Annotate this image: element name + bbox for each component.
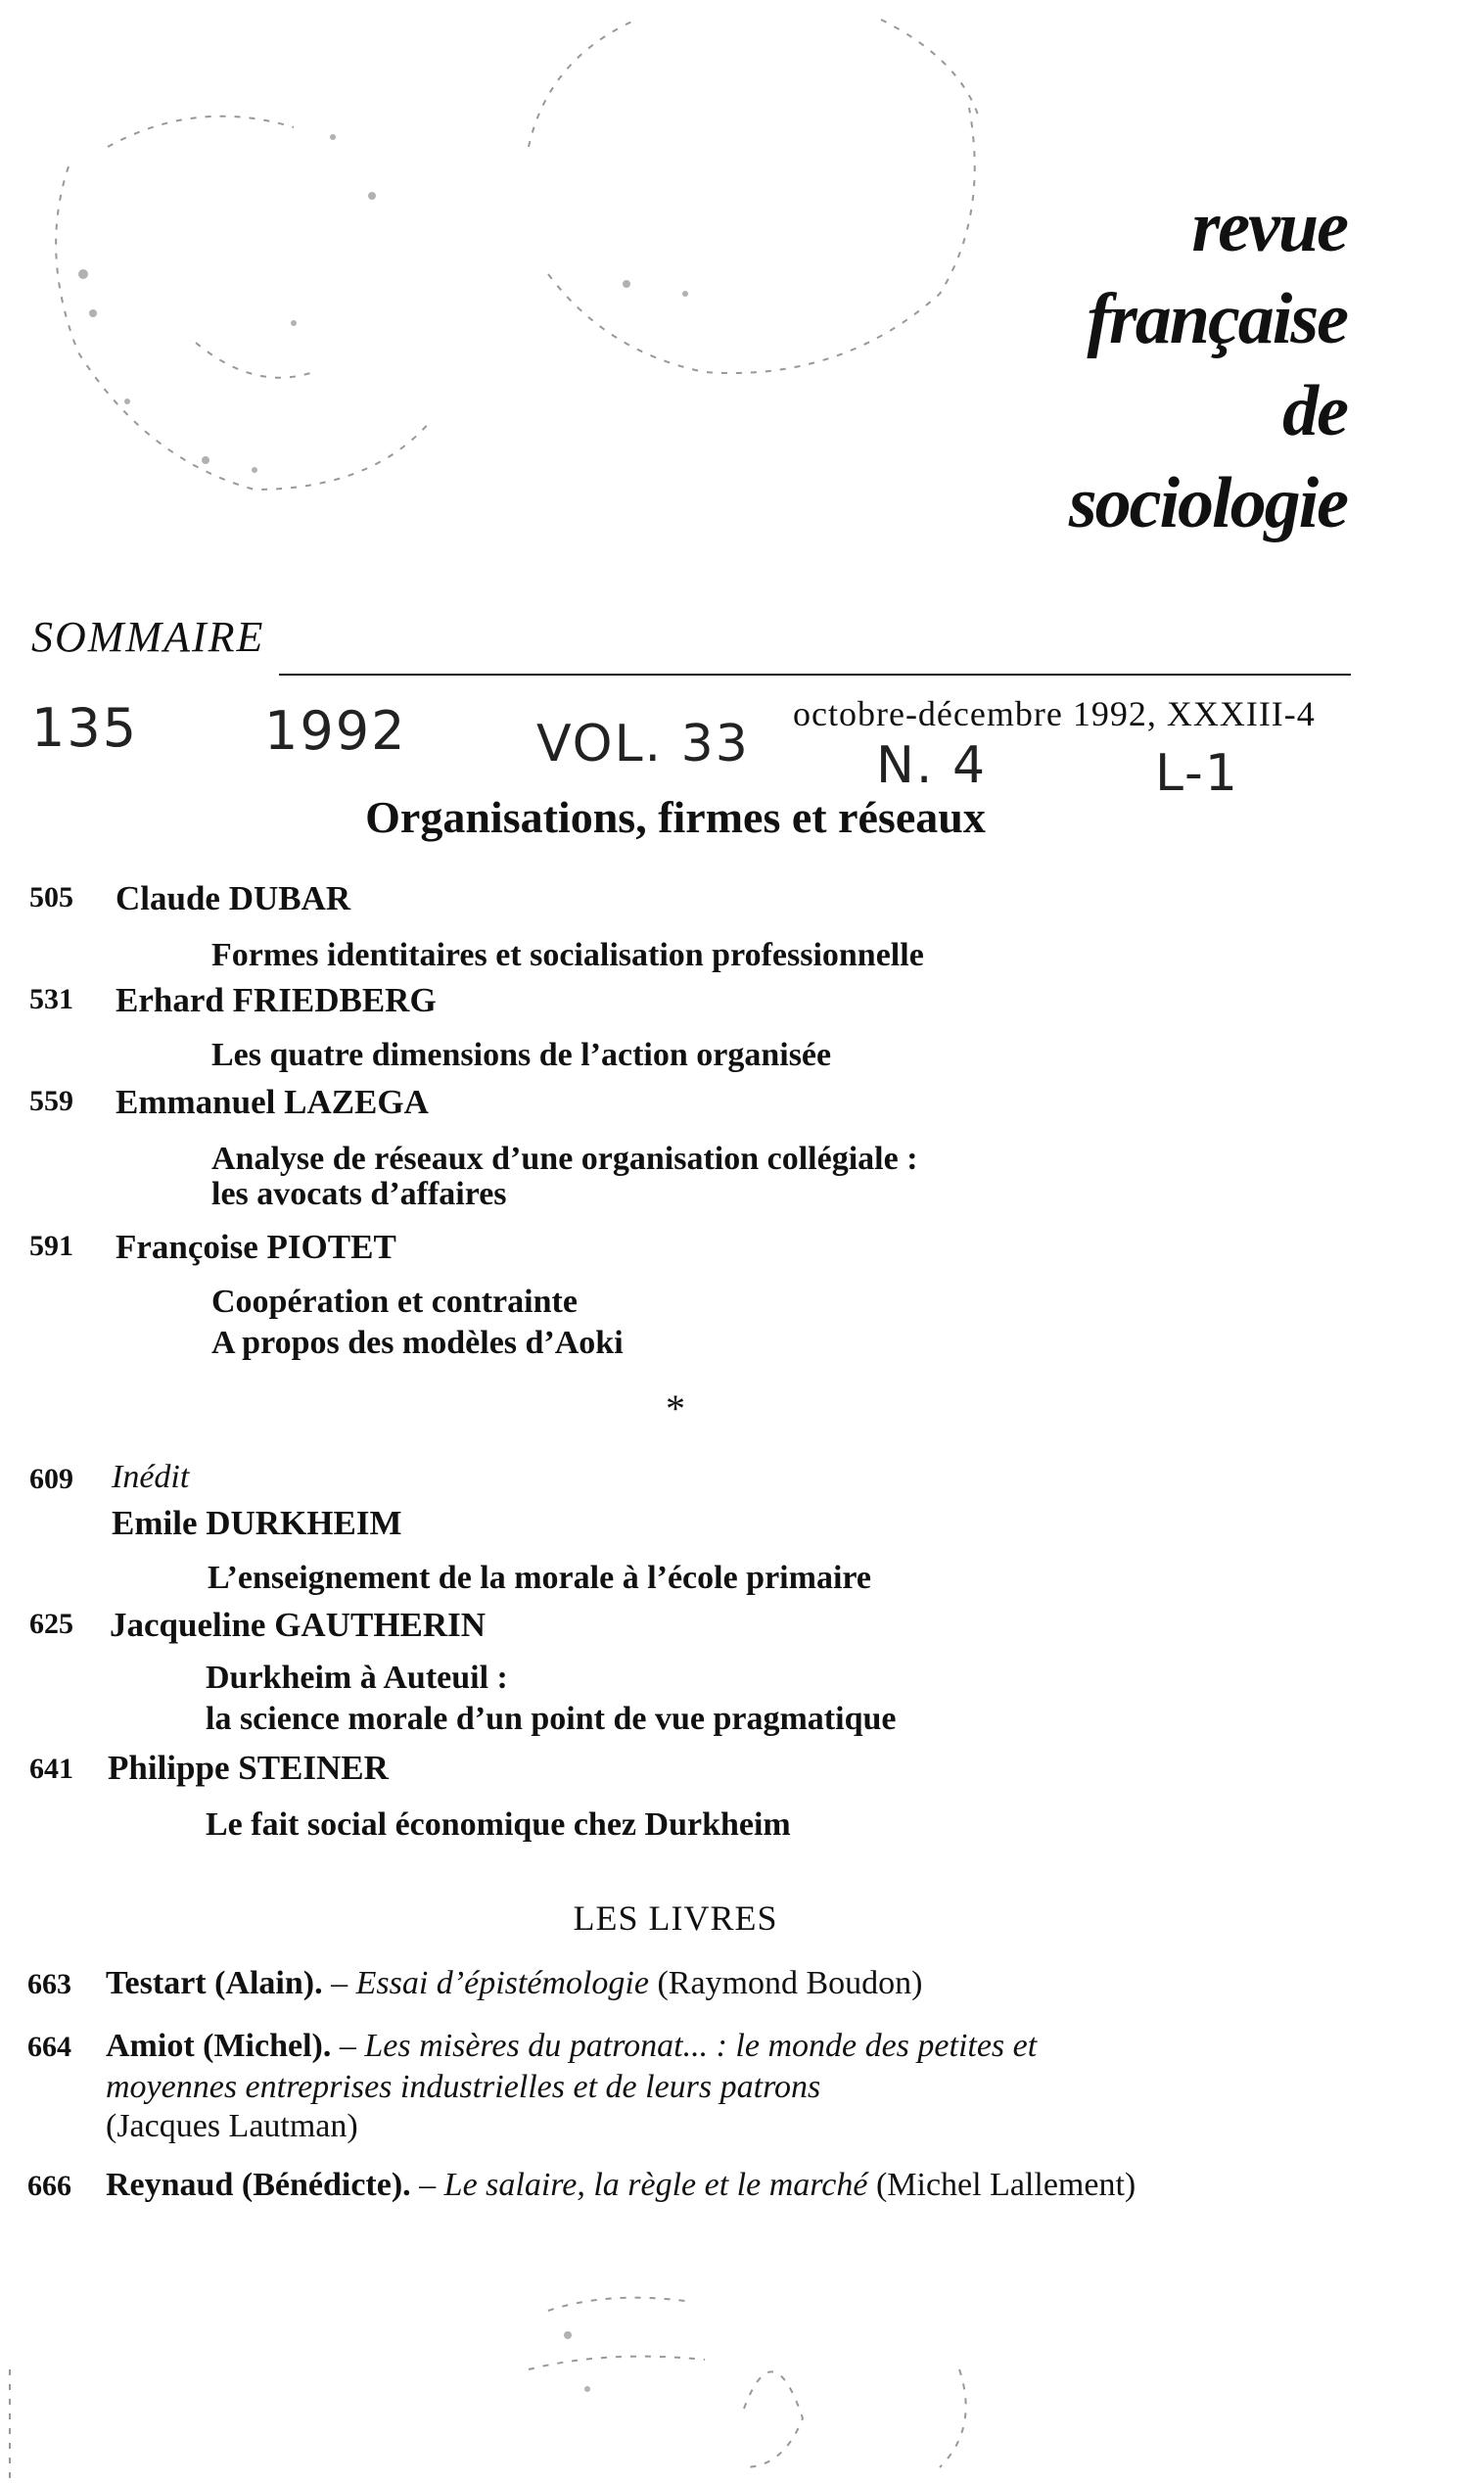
entry-title: Les quatre dimensions de l’action organisée: [211, 1037, 832, 1073]
book-title: Les misères du patronat... : le monde des petites et: [364, 2028, 1038, 2064]
book-author: Testart (Alain).: [106, 1965, 323, 2001]
book-reviewer: (Michel Lallement): [867, 2167, 1136, 2203]
book-author: Reynaud (Bénédicte).: [106, 2167, 411, 2203]
book-dash: –: [322, 1965, 356, 2001]
entry-page-number: 625: [29, 1608, 73, 1640]
entry-title: Le fait social économique chez Durkheim: [206, 1806, 791, 1843]
issue-date: octobre-décembre 1992, XXXIII-4: [793, 694, 1316, 733]
handwritten-volume: VOL. 33: [536, 715, 750, 773]
book-reviewer: (Raymond Boudon): [648, 1965, 923, 2001]
book-review-continuation: [106, 2068, 820, 2107]
book-review: [27, 2027, 1037, 2067]
entry-kicker: Inédit: [112, 1459, 190, 1495]
entry-title: la science morale d’un point de vue pragmatique: [206, 1701, 897, 1737]
section-title: Organisations, firmes et réseaux: [365, 792, 986, 842]
journal-title-line: de: [1282, 371, 1347, 451]
entry-page-number: 609: [29, 1463, 73, 1495]
entry-page-number: 591: [29, 1230, 73, 1262]
entry-title: Formes identitaires et socialisation professionnelle: [211, 937, 924, 973]
book-title: Le salaire, la règle et le marché: [443, 2167, 868, 2203]
book-title: Essai d’épistémologie: [355, 1965, 649, 2001]
entry-title: Durkheim à Auteuil :: [206, 1660, 508, 1696]
handwritten-issue: N. 4: [876, 736, 988, 795]
entry-author: Claude DUBAR: [116, 879, 351, 917]
book-review: [27, 1964, 923, 2004]
section-separator: *: [666, 1386, 685, 1430]
entry-author: Jacqueline GAUTHERIN: [110, 1606, 487, 1644]
book-review: [27, 2166, 1136, 2206]
entry-author: Emile DURKHEIM: [112, 1504, 402, 1542]
book-page-number: 663: [27, 1968, 71, 2000]
entry-author: Erhard FRIEDBERG: [116, 981, 437, 1019]
books-heading: LES LIVRES: [573, 1898, 778, 1938]
entry-page-number: 641: [29, 1753, 73, 1785]
book-review-continuation: [106, 2107, 358, 2146]
handwritten-number: 135: [31, 697, 139, 759]
book-page-number: 664: [27, 2031, 71, 2063]
journal-title-line: revue: [1191, 187, 1347, 267]
entry-title: L’enseignement de la morale à l’école primaire: [208, 1560, 871, 1596]
book-page-number: 666: [27, 2170, 71, 2202]
handwritten-copy: L-1: [1155, 744, 1239, 803]
entry-page-number: 559: [29, 1085, 73, 1117]
journal-title: [1069, 181, 1347, 549]
entry-page-number: 531: [29, 983, 73, 1015]
journal-title-line: française: [1087, 279, 1347, 359]
book-dash: –: [331, 2028, 365, 2064]
book-reviewer: (Jacques Lautman): [106, 2108, 358, 2144]
book-dash: –: [410, 2167, 444, 2203]
entry-page-number: 505: [29, 881, 73, 914]
sommaire-label: SOMMAIRE: [31, 613, 265, 661]
sommaire-rule: [279, 674, 1351, 676]
entry-author: Françoise PIOTET: [116, 1228, 396, 1266]
handwritten-year: 1992: [264, 700, 407, 762]
entry-title: Coopération et contrainte: [211, 1284, 578, 1320]
entry-author: Philippe STEINER: [108, 1749, 389, 1787]
entry-author: Emmanuel LAZEGA: [116, 1083, 429, 1121]
entry-title: A propos des modèles d’Aoki: [211, 1325, 624, 1361]
journal-title-line: sociologie: [1068, 463, 1347, 543]
book-title: moyennes entreprises industrielles et de leurs patrons: [106, 2069, 821, 2105]
book-author: Amiot (Michel).: [106, 2028, 332, 2064]
entry-title: Analyse de réseaux d’une organisation collégiale :: [211, 1141, 918, 1177]
entry-title: les avocats d’affaires: [211, 1176, 507, 1212]
